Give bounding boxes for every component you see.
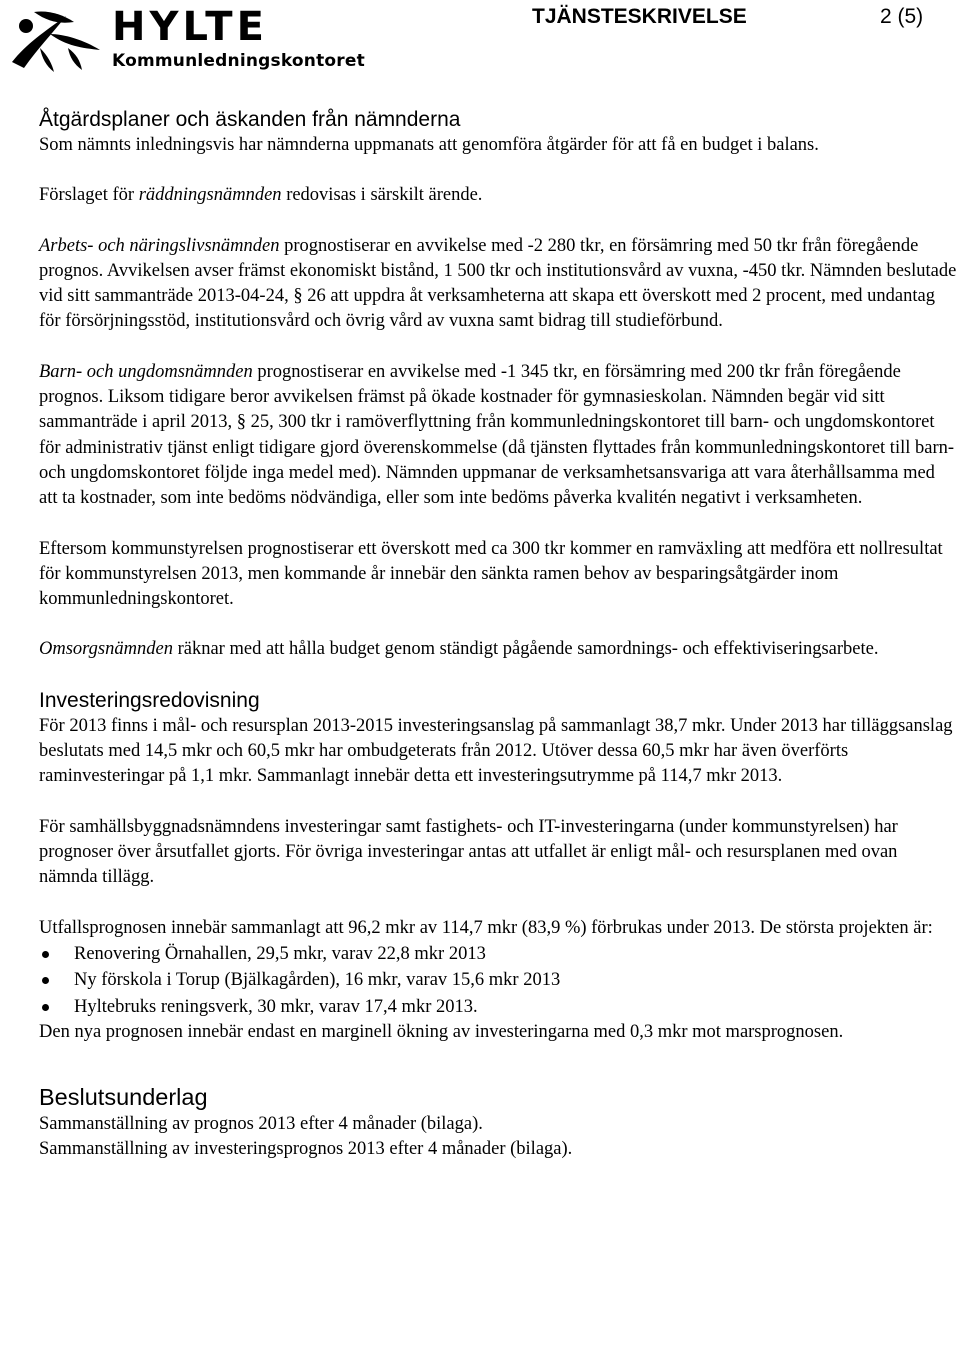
attachment-line-1: Sammanställning av prognos 2013 efter 4 månader (bilaga). xyxy=(39,1113,483,1134)
hylte-emblem-icon xyxy=(4,4,104,74)
paragraph-intro: Som nämnts inledningsvis har nämnderna uppmanats att genomföra åtgärder för att få en budget i balans. xyxy=(39,135,819,155)
heading-atgardsplaner: Åtgärdsplaner och äskanden från nämnderna xyxy=(39,108,461,131)
logo-wordmark: HYLTE xyxy=(112,4,268,50)
bullet-icon xyxy=(42,977,49,984)
document-body xyxy=(39,107,957,1162)
logo-subtitle: Kommunledningskontoret xyxy=(112,51,365,71)
paragraph-investering-4: Den nya prognosen innebär endast en marginell ökning av investeringarna med 0,3 mkr mot marsprognosen. xyxy=(39,1022,844,1043)
heading-beslutsunderlag: Beslutsunderlag xyxy=(39,1083,208,1110)
hylte-logo xyxy=(4,4,365,74)
attachment-line-2: Sammanställning av investeringsprognos 2013 efter 4 månader (bilaga). xyxy=(39,1138,573,1159)
list-item: Hyltebruks reningsverk, 30 mkr, varav 17,4 mkr 2013. xyxy=(39,994,957,1021)
paragraph-omsorgsnamnden: Omsorgsnämnden räknar med att hålla budget genom ständigt pågående samordnings- och effektiviseringsarbete. xyxy=(39,639,879,660)
heading-investeringsredovisning: Investeringsredovisning xyxy=(39,688,260,712)
document-type: TJÄNSTESKRIVELSE xyxy=(532,5,747,28)
paragraph-investering-1: För 2013 finns i mål- och resursplan 2013-2015 investeringsanslag på sammanlagt 38,7 mkr. Under 2013 har tilläggsanslag beslutats med 14,5 mkr och 60,5 mkr har ombudgeterats från 2012. Utöver dessa 60,5 mkr har även överförts raminvesteringar på 1,1 mkr. Sammanlagt innebär detta ett investeringsutrymme på 114,7 mkr 2013. xyxy=(39,715,953,787)
list-item: Ny förskola i Torup (Bjälkagården), 16 mkr, varav 15,6 mkr 2013 xyxy=(39,967,957,994)
paragraph-investering-3: Utfallsprognosen innebär sammanlagt att 96,2 mkr av 114,7 mkr (83,9 %) förbrukas under 2013. De största projekten är: xyxy=(39,917,933,938)
paragraph-barn-ungdom: Barn- och ungdomsnämnden prognostiserar en avvikelse med -1 345 tkr, en försämring med 200 tkr från föregående prognos. Liksom tidigare beror avvikelsen främst på ökade kostnader för gymnasieskolan. Nämnden begär vid sitt sammanträde i april 2013, § 25, 300 tkr i ramöverflyttning från kommunledningskontoret till barn- och ungdomskontoret för administrativ tjänst enligt tidigare gjord överenskommelse (då tjänsten flyttades från kommunledningskontoret till barn- och ungdomskontoret följde inga medel med). Nämnden uppmanar de verksamhetsansvariga att vara återhållsamma med att ta kostnader, som inte bedöms nödvändiga, eller som inte bedöms påverka kvalitén negativt i verksamheten. xyxy=(39,361,955,509)
project-list xyxy=(39,941,957,1021)
paragraph-arbets-naringsliv: Arbets- och näringslivsnämnden prognostiserar en avvikelse med -2 280 tkr, en försämring med 50 tkr från föregående prognos. Avvikelsen avser främst ekonomiskt bistånd, 1 500 tkr och institutionsvård av vuxna, -450 tkr. Nämnden beslutade vid sitt sammanträde 2013-04-24, § 26 att uppdra åt verksamheterna att skapa ett överskott med 2 procent, med undantag för försörjningsstöd, institutionsvård och övrig vård av vuxna samt bidrag till studieförbund. xyxy=(39,235,957,332)
paragraph-investering-2: För samhällsbyggnadsnämndens investeringar samt fastighets- och IT-investeringarna (under kommunstyrelsen) har prognoser över årsutfallet gjorts. För övriga investeringar antas att utfallet är enligt mål- och resursplanen med ovan nämnda tillägg. xyxy=(39,816,898,888)
list-item: Renovering Örnahallen, 29,5 mkr, varav 22,8 mkr 2013 xyxy=(39,941,957,968)
paragraph-kommunstyrelsen: Eftersom kommunstyrelsen prognostiserar ett överskott med ca 300 tkr kommer en ramväxling att medföra ett nollresultat för kommunstyrelsen 2013, men kommande år innebär den sänkta ramen behov av besparingsåtgärder inom kommunledningskontoret. xyxy=(39,538,943,610)
bullet-icon xyxy=(42,951,49,958)
bullet-icon xyxy=(42,1004,49,1011)
page-number: 2 (5) xyxy=(880,5,924,28)
paragraph-raddningsnamnden: Förslaget för räddningsnämnden redovisas i särskilt ärende. xyxy=(39,185,483,206)
